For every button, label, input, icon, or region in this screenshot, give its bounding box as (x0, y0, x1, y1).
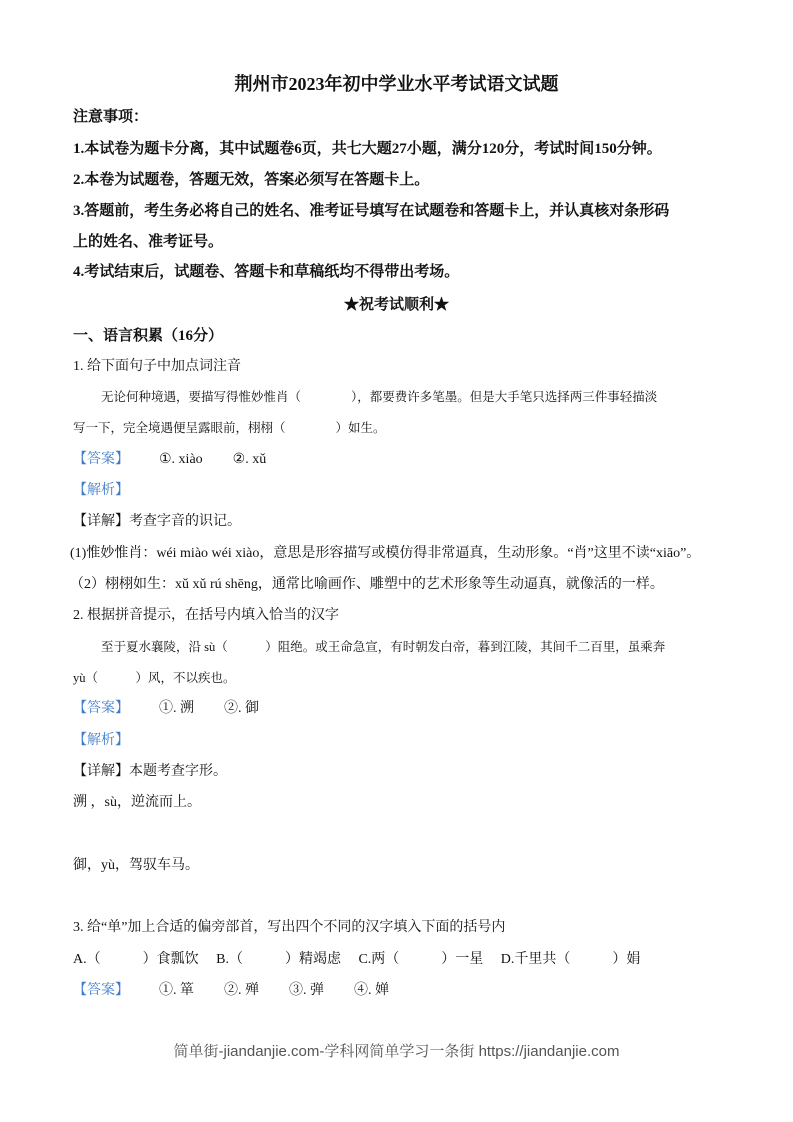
answer: ④. 婵 (354, 983, 389, 998)
note: 溯 ，sù，逆流而上。 (73, 795, 201, 810)
answer: ②. xǔ (232, 452, 267, 467)
note: 御，yù，驾驭车马。 (73, 858, 199, 873)
analysis-label: 【解析】 (73, 483, 129, 498)
question-text: 写一下，完全境遇便呈露眼前，栩栩（ ）如生。 (73, 421, 386, 435)
answer-label: 【答案】 (73, 701, 129, 716)
section-heading: 一、语言积累（16分） (73, 328, 224, 344)
answer: ①. 溯 (159, 701, 194, 716)
question-prompt: 1. 给下面句子中加点词注音 (73, 359, 241, 374)
footer-watermark: 简单街-jiandanjie.com-学科网简单学习一条街 https://jiandanjie.com (173, 1043, 620, 1060)
answer: ②. 御 (224, 701, 259, 716)
notice-item: 2.本卷为试题卷，答题无效，答案必须写在答题卡上。 (73, 172, 430, 188)
detail-line (73, 763, 227, 781)
question-text: 无论何种境遇，要描写得惟妙惟肖（ ），都要费许多笔墨。但是大手笔只选择两三件事轻描淡 (101, 390, 658, 404)
page-title: 荆州市2023年初中学业水平考试语文试题 (234, 74, 559, 94)
question-prompt: 2. 根据拼音提示，在括号内填入恰当的汉字 (73, 608, 339, 623)
answer: ③. 弹 (289, 983, 324, 998)
notice-item: 4.考试结束后，试题卷、答题卡和草稿纸均不得带出考场。 (73, 264, 460, 280)
analysis-label: 【解析】 (73, 733, 129, 748)
notice-heading: 注意事项： (73, 109, 149, 125)
note: （2）栩栩如生：xǔ xǔ rú shēng，通常比喻画作、雕塑中的艺术形象等生动逼真，就像活的一样。 (70, 577, 664, 592)
answer-line (73, 700, 259, 718)
notice-item: 3.答题前，考生务必将自己的姓名、准考证号填写在试题卷和答题卡上，并认真核对条形码 (73, 203, 670, 219)
notice-item: 上的姓名、准考证号。 (73, 234, 224, 250)
notice-item: 1.本试卷为题卡分离，其中试题卷6页，共七大题27小题，满分120分，考试时间150分钟。 (73, 141, 662, 157)
detail-text: 本题考查字形。 (129, 764, 227, 779)
answer-label: 【答案】 (73, 983, 129, 998)
wish-text: ★祝考试顺利★ (343, 297, 449, 313)
answer: ①. xiào (159, 452, 203, 467)
detail-label: 【详解】 (73, 764, 129, 779)
question-prompt: 3. 给“单”加上合适的偏旁部首，写出四个不同的汉字填入下面的括号内 (73, 920, 506, 935)
question-text: 至于夏水襄陵，沿 sù（ ）阻绝。或王命急宣，有时朝发白帝，暮到江陵，其间千二百里，虽乘奔 (101, 640, 666, 654)
detail-text: 考查字音的识记。 (129, 514, 241, 529)
answer: ①. 箪 (159, 983, 194, 998)
note: (1)惟妙惟肖：wéi miào wéi xiào，意思是形容描写或模仿得非常逼真，生动形象。“肖”这里不读“xiāo”。 (70, 546, 701, 561)
question-text: yù（ ）风，不以疾也。 (73, 671, 236, 685)
detail-label: 【详解】 (73, 514, 129, 529)
answer: ②. 殚 (224, 983, 259, 998)
detail-line (73, 513, 241, 531)
answer-line (73, 982, 389, 1000)
question-options: A.（ ）食瓢饮 B.（ ）精竭虑 C.两（ ）一星 D.千里共（ ）娟 (73, 952, 641, 967)
answer-line (73, 451, 266, 469)
answer-label: 【答案】 (73, 452, 129, 467)
